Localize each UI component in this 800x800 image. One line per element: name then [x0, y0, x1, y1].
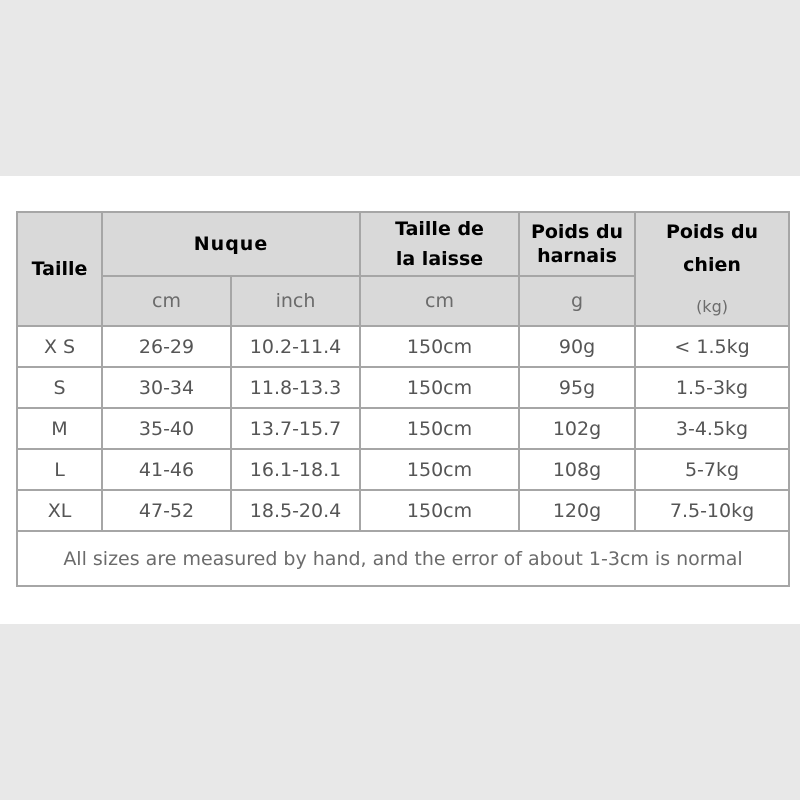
header-leash-line1: Taille de — [395, 218, 484, 240]
cell-dog-weight: 3-4.5kg — [635, 408, 789, 449]
cell-size: L — [17, 449, 102, 490]
cell-neck-cm: 47-52 — [102, 490, 231, 531]
subheader-nuque-cm: cm — [102, 276, 231, 326]
cell-size: X S — [17, 326, 102, 367]
cell-neck-inch: 11.8-13.3 — [231, 367, 360, 408]
cell-neck-inch: 13.7-15.7 — [231, 408, 360, 449]
cell-neck-cm: 35-40 — [102, 408, 231, 449]
cell-harness: 108g — [519, 449, 635, 490]
cell-harness: 102g — [519, 408, 635, 449]
cell-leash: 150cm — [360, 449, 519, 490]
cell-neck-cm: 41-46 — [102, 449, 231, 490]
subheader-harness-g: g — [519, 276, 635, 326]
cell-neck-inch: 10.2-11.4 — [231, 326, 360, 367]
header-dog-unit: (kg) — [696, 296, 728, 316]
header-harness-line2: harnais — [537, 245, 617, 267]
cell-size: XL — [17, 490, 102, 531]
header-taille: Taille — [17, 212, 102, 326]
header-dog-line1: Poids du — [665, 220, 759, 243]
subheader-nuque-inch: inch — [231, 276, 360, 326]
cell-neck-cm: 30-34 — [102, 367, 231, 408]
measurement-note: All sizes are measured by hand, and the error of about 1-3cm is normal — [17, 531, 789, 586]
cell-neck-cm: 26-29 — [102, 326, 231, 367]
header-harness-weight — [519, 212, 635, 276]
cell-harness: 95g — [519, 367, 635, 408]
cell-size: M — [17, 408, 102, 449]
cell-size: S — [17, 367, 102, 408]
table-row — [17, 449, 789, 490]
header-leash-line2: la laisse — [395, 248, 484, 270]
header-dog-line2: chien — [683, 253, 741, 276]
table-row — [17, 490, 789, 531]
size-chart-table — [16, 211, 790, 587]
header-dog-weight — [635, 212, 789, 326]
table-row — [17, 408, 789, 449]
cell-leash: 150cm — [360, 408, 519, 449]
cell-dog-weight: 5-7kg — [635, 449, 789, 490]
cell-dog-weight: 1.5-3kg — [635, 367, 789, 408]
subheader-leash-cm: cm — [360, 276, 519, 326]
table-row — [17, 326, 789, 367]
header-row — [17, 212, 789, 276]
cell-dog-weight: < 1.5kg — [635, 326, 789, 367]
header-leash-size — [360, 212, 519, 276]
cell-harness: 120g — [519, 490, 635, 531]
cell-leash: 150cm — [360, 490, 519, 531]
note-row — [17, 531, 789, 586]
table-row — [17, 367, 789, 408]
cell-neck-inch: 16.1-18.1 — [231, 449, 360, 490]
cell-neck-inch: 18.5-20.4 — [231, 490, 360, 531]
header-nuque: Nuque — [102, 212, 360, 276]
cell-dog-weight: 7.5-10kg — [635, 490, 789, 531]
header-harness-line1: Poids du — [530, 221, 624, 243]
cell-leash: 150cm — [360, 326, 519, 367]
cell-harness: 90g — [519, 326, 635, 367]
cell-leash: 150cm — [360, 367, 519, 408]
